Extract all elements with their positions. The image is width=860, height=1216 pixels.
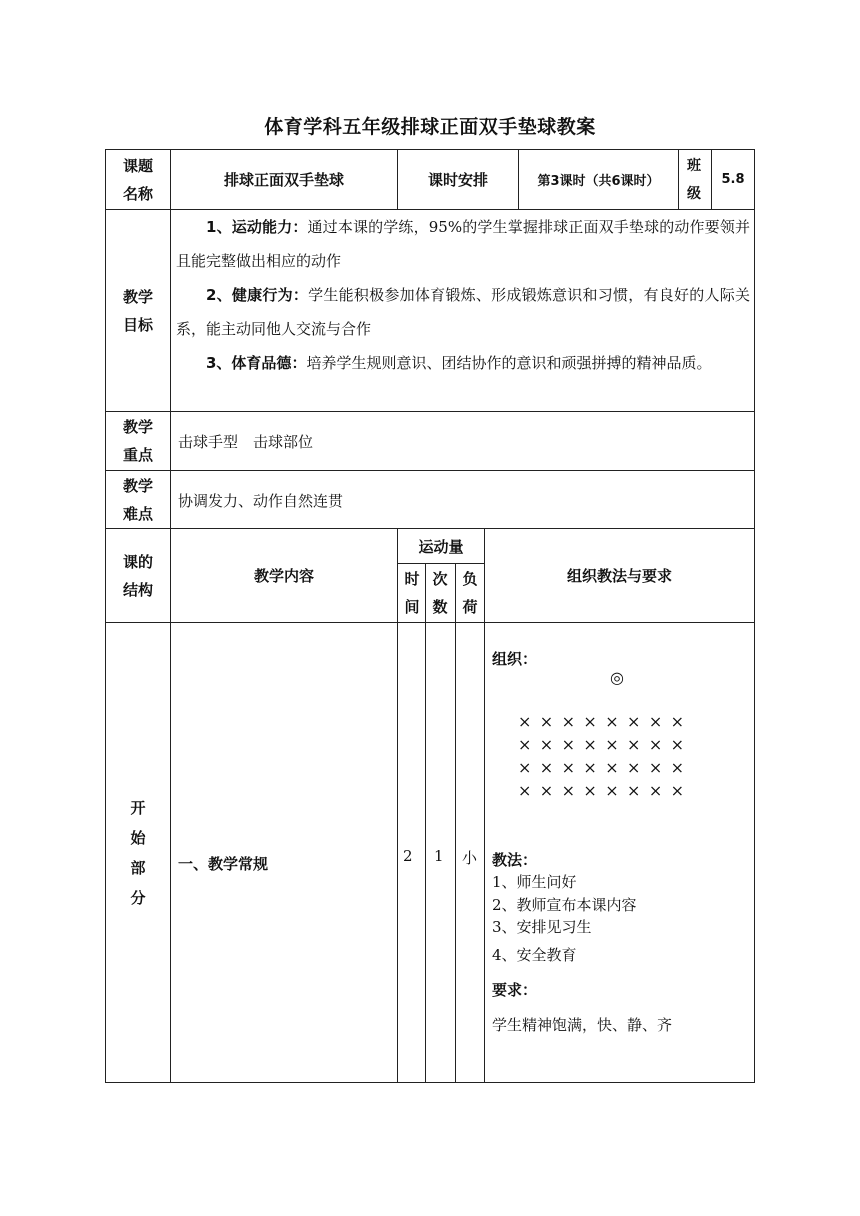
objectives-text — [176, 210, 750, 380]
objective-heading: 1、运动能力： — [206, 218, 308, 236]
page-title: 体育学科五年级排球正面双手垫球教案 — [264, 116, 596, 138]
objectives-label: 教学目标 — [122, 287, 153, 334]
table-border-bottom — [105, 1082, 755, 1083]
method-item: 3、安排见习生 — [492, 918, 592, 936]
table-row-divider — [105, 470, 755, 471]
formation-row: ×××××××× — [518, 712, 693, 731]
time-header: 时间 — [404, 570, 420, 616]
objective-item — [176, 278, 750, 346]
formation-row: ×××××××× — [518, 758, 693, 777]
content-header: 教学内容 — [253, 567, 314, 585]
requirement-label: 要求： — [492, 981, 538, 999]
class-value: 5.8 — [721, 172, 745, 187]
method-item: 1、师生问好 — [492, 873, 577, 891]
load-header: 运动量 — [418, 537, 464, 556]
formation-row: ×××××××× — [518, 735, 693, 754]
requirement-text: 学生精神饱满，快、静、齐 — [492, 1016, 673, 1034]
method-item: 4、安全教育 — [492, 946, 577, 964]
section-time: 2 — [403, 847, 413, 865]
objective-heading: 3、体育品德： — [206, 354, 307, 372]
objective-item — [176, 346, 750, 380]
schedule-value: 第3课时（共6课时） — [537, 174, 660, 189]
objective-heading: 2、健康行为： — [206, 286, 309, 304]
method-label: 教法： — [492, 851, 538, 869]
table-border-right — [754, 149, 755, 1083]
intensity-header: 负荷 — [462, 570, 478, 616]
table-row-divider — [105, 411, 755, 412]
key-points-value: 击球手型 击球部位 — [178, 433, 314, 451]
objective-text: 通过本课的学练，95%的学生掌握排球正面双手垫球的动作要领并且能完整做出相应的动作 — [176, 218, 750, 270]
objective-text: 学生能积极参加体育锻炼、形成锻炼意识和习惯，有良好的人际关系，能主动同他人交流与合作 — [176, 286, 750, 338]
method-header: 组织教法与要求 — [566, 567, 672, 585]
difficulties-label: 教学难点 — [122, 476, 153, 523]
difficulties-value: 协调发力、动作自然连贯 — [178, 492, 344, 510]
organization-label: 组织： — [492, 650, 538, 668]
section-content: 一、教学常规 — [178, 855, 269, 873]
teacher-position-icon: ◎ — [610, 668, 624, 687]
table-border-left — [105, 149, 106, 1083]
topic-label: 课题名称 — [122, 156, 153, 203]
method-item: 2、教师宣布本课内容 — [492, 896, 637, 914]
count-header: 次数 — [432, 570, 448, 616]
table-col-divider — [397, 528, 398, 1083]
key-points-label: 教学重点 — [122, 418, 153, 464]
objective-item — [176, 210, 750, 278]
section-count: 1 — [434, 847, 444, 865]
formation-row: ×××××××× — [518, 781, 693, 800]
section-name: 开始部分 — [130, 798, 146, 907]
table-row-divider — [105, 622, 755, 623]
class-label: 班级 — [687, 157, 701, 202]
structure-header: 课的结构 — [122, 552, 153, 599]
schedule-label: 课时安排 — [427, 171, 488, 189]
table-col-divider — [678, 149, 679, 210]
section-intensity: 小 — [462, 849, 478, 867]
table-col-divider — [425, 563, 426, 1083]
objective-text: 培养学生规则意识、团结协作的意识和顽强拼搏的精神品质。 — [306, 354, 712, 372]
topic-value: 排球正面双手垫球 — [223, 171, 344, 189]
table-col-divider — [455, 563, 456, 1083]
